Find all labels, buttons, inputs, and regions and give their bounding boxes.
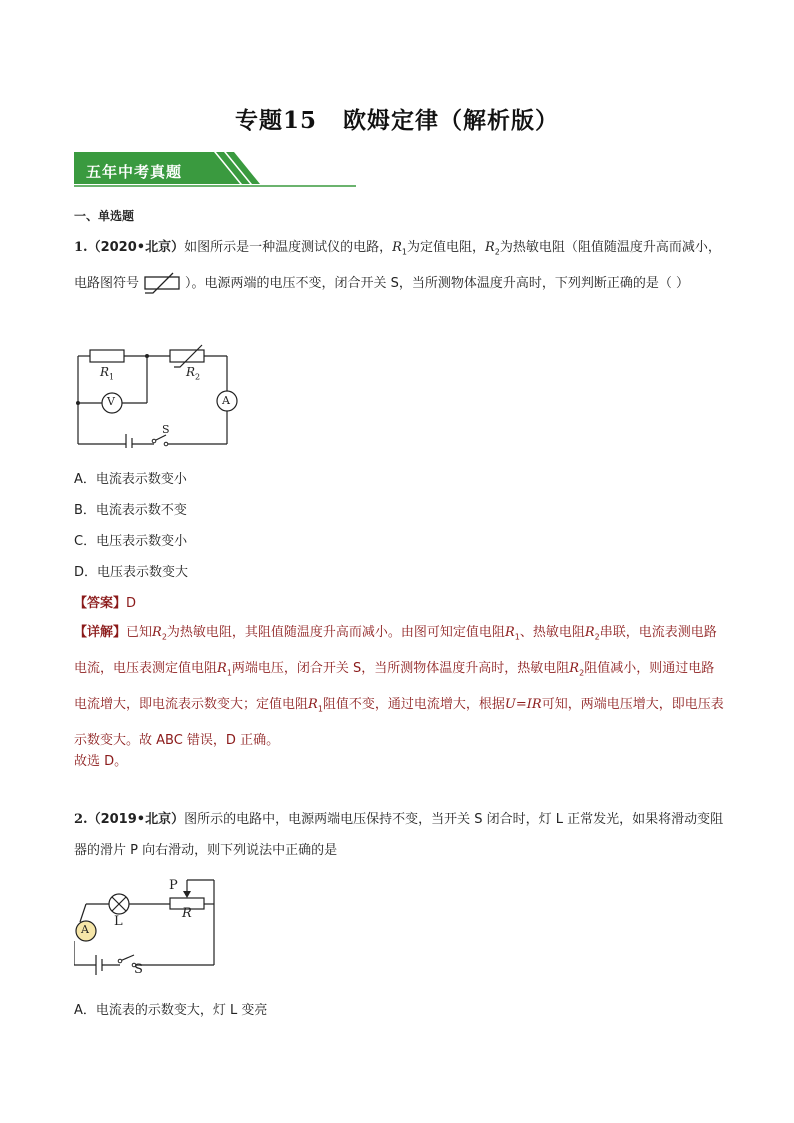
- r2-label: $R_2$: [186, 365, 201, 382]
- detail-sub: 1: [514, 632, 520, 642]
- voltmeter-label: V: [107, 395, 115, 408]
- answer-value: D: [126, 596, 137, 611]
- detail-formula: U=IR: [504, 697, 542, 713]
- q2-source: （2019•北京）: [87, 812, 185, 827]
- question-1: [74, 232, 724, 299]
- q1-r1-sub: 1: [401, 247, 407, 257]
- switch-label: S: [162, 423, 170, 436]
- title-number: 15: [282, 107, 317, 134]
- q1-circuit-diagram: [74, 343, 254, 448]
- q2-lamp-label: L: [114, 914, 123, 929]
- r1-label: $R_1$: [100, 365, 115, 382]
- q2-circuit-diagram: [74, 876, 224, 976]
- q1-option-d: D．电压表示数变大: [74, 565, 189, 580]
- q2-number: 2.: [74, 812, 88, 827]
- q1-option-b: B．电流表示数不变: [74, 503, 187, 518]
- q1-text: 为定值电阻，: [406, 240, 485, 255]
- detail-r1: R: [308, 697, 318, 713]
- q1-r2-sub: 2: [494, 247, 500, 257]
- detail-sub: 2: [579, 668, 585, 678]
- detail-sub: 1: [226, 668, 232, 678]
- detail-sub: 2: [594, 632, 600, 642]
- page-title: [0, 102, 794, 135]
- thermistor-symbol-icon: [143, 272, 181, 294]
- detail-text: 阻值减小，则通过电路电流增大，即电流表示数变大；定值电阻: [74, 661, 715, 713]
- q2-switch-label: S: [134, 962, 143, 977]
- q1-answer: [74, 592, 136, 611]
- detail-text: 可知，两端电压增大，即电压表示数变大。故 ABC 错误，D 正确。: [74, 697, 724, 749]
- detail-text: 阻值不变，通过电流增大，根据: [322, 697, 505, 713]
- question-2: [74, 804, 724, 866]
- detail-r2: R: [584, 625, 595, 640]
- q2-option-a: A．电流表的示数变大，灯 L 变亮: [74, 1003, 268, 1018]
- detail-r1: R: [217, 661, 227, 677]
- q2-ammeter-label: A: [81, 923, 89, 936]
- q1-r2: R: [485, 240, 495, 255]
- q1-detail: [74, 617, 724, 757]
- detail-tag: 【详解】: [74, 625, 127, 640]
- detail-text: 已知: [126, 625, 153, 640]
- detail-sub: 1: [317, 704, 323, 714]
- q1-text: 如图所示是一种温度测试仪的电路，: [184, 240, 393, 255]
- title-name: 欧姆定律（解析版）: [343, 108, 559, 134]
- q1-option-a: A．电流表示数变小: [74, 472, 187, 487]
- detail-r2: R: [569, 661, 580, 677]
- q1-number: 1.: [74, 240, 88, 255]
- title-prefix: 专题: [234, 108, 283, 134]
- q1-source: （2020•北京）: [87, 240, 185, 255]
- detail-sub: 2: [161, 632, 167, 642]
- detail-text: 为热敏电阻，其阻值随温度升高而减小。由图可知定值电阻: [166, 625, 505, 640]
- detail-r2: R: [152, 625, 162, 640]
- ammeter-label: A: [222, 394, 230, 407]
- answer-tag: 【答案】: [74, 596, 127, 611]
- banner-label: 五年中考真题: [86, 163, 183, 181]
- section-banner: [74, 152, 356, 188]
- section-heading: 一、单选题: [74, 209, 135, 223]
- detail-text: 两端电压，闭合开关 S，当所测物体温度升高时，热敏电阻: [231, 661, 570, 677]
- q1-option-c: C．电压表示数变小: [74, 534, 188, 549]
- q1-r1: R: [392, 240, 402, 255]
- q1-conclusion: 故选 D。: [74, 754, 128, 769]
- q1-text: ）。电源两端的电压不变，闭合开关 S，当所测物体温度升高时，下列判断正确的是（ ）: [185, 275, 690, 291]
- detail-text: 串联，电流表测电路电流，电压表测定值电阻: [74, 625, 717, 677]
- detail-r1: R: [504, 625, 515, 640]
- q2-text: 图所示的电路中，电源两端电压保持不变，当开关 S 闭合时，灯 L 正常发光，如果将滑动变阻器的滑片 P 向右滑动，则下列说法中正确的是: [74, 812, 724, 858]
- q1-text: 为热敏电阻（阻值随温度升高而减小，电路图符号: [74, 240, 721, 291]
- q2-slider-label: P: [169, 878, 178, 893]
- detail-text: 、热敏电阻: [519, 625, 585, 640]
- q2-rheostat-label: R: [182, 906, 192, 921]
